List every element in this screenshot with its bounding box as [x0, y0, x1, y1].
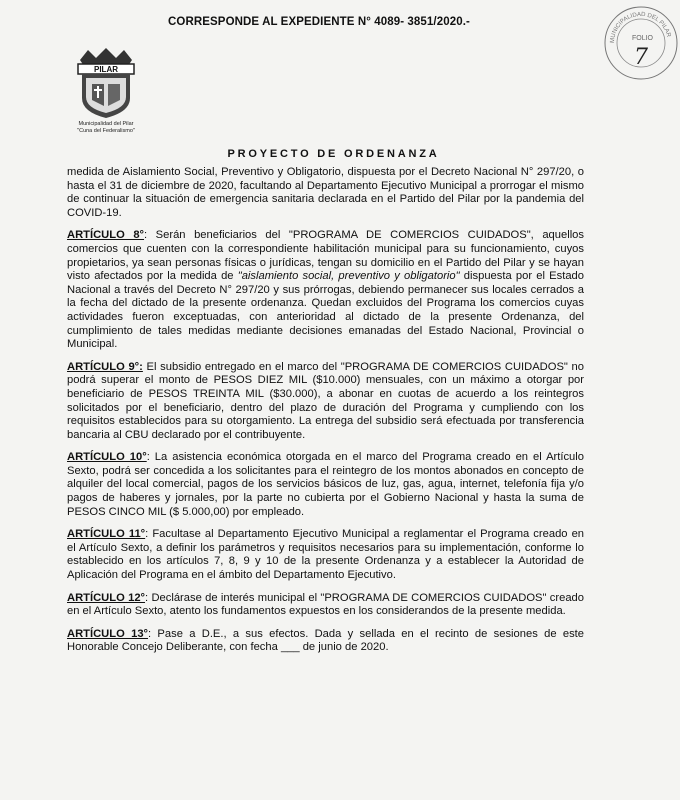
article-10-text: : La asistencia económica otorgada en el marco del Programa creado en el Artículo Sexto, podrá ser concedida a los solicitantes para el reintegro de los montos abonados en concepto de alquiler del local comercial, pagos de los servicios básicos de luz, gas, agua, internet, telefonía fija y/o pagos de haberes y jornales, por la parte no cubierta por el Gobierno Nacional y hasta la suma de PESOS CINCO MIL ($ 5.000,00) por empleado. [67, 451, 584, 518]
article-13 [67, 628, 584, 655]
logo-caption-municipality: Municipalidad del Pilar [78, 121, 134, 127]
article-12-label: ARTÍCULO 12° [67, 591, 146, 604]
article-11-text: : Facultase al Departamento Ejecutivo Municipal a reglamentar el Programa creado en el Artículo Sexto, a definir los parámetros y requisitos necesarios para su implementación, conforme lo establecido en los artículos 7, 8, 9 y 10 de la presente Ordenanza y a establecer la Autoridad de Aplicación del Programa en el ámbito del Departamento Ejecutivo. [67, 528, 585, 582]
article-10 [67, 451, 584, 519]
article-9-text: El subsidio entregado en el marco del "PROGRAMA DE COMERCIOS CUIDADOS" no podrá superar el monto de PESOS DIEZ MIL ($10.000) mensuales, con un máximo a otorgar por beneficiario de PESOS TREINTA MIL ($30.000), a abonar en cuotas de acuerdo a los reintegros solicitados por el beneficiario, dentro del plazo de duración del Programa y cumpliendo con los requisitos establecidos para su otorgamiento. La entrega del subsidio será efectuada por transferencia bancaria al CBU declarado por el contribuyente. [67, 360, 585, 441]
article-8-text-b: dispuesta por el Estado Nacional a través del Decreto N° 297/20 y sus prórrogas, debiendo permanecer sus locales cerrados a la fecha del dictado de la presente ordenanza. Quedan excluidos del Programa los comercios cuyas actividades fueron exceptuadas, con anterioridad al dictado de la presente Ordenanza, del cumplimiento de tales medidas mediante decisiones emanadas del Estado Nacional, Provincial o Municipal. [67, 270, 585, 351]
article-11 [67, 528, 584, 582]
document-body [67, 166, 584, 664]
article-13-label: ARTÍCULO 13° [67, 627, 149, 640]
intro-paragraph: medida de Aislamiento Social, Preventivo y Obligatorio, dispuesta por el Decreto Nacional N° 297/20, o hasta el 31 de diciembre de 2020, facultando al Departamento Ejecutivo Municipal a prorrogar el mismo de continuar la situación de emergencia sanitaria declarada en el Partido del Pilar por la pandemia del COVID-19. [67, 166, 584, 219]
article-8-italic: "aislamiento social, preventivo y obligatorio" [237, 270, 460, 283]
article-10-label: ARTÍCULO 10° [67, 451, 147, 464]
article-9 [67, 361, 584, 443]
municipality-shield-icon [72, 48, 140, 118]
folio-stamp [602, 4, 680, 82]
article-9-label: ARTÍCULO 9°: [67, 360, 143, 373]
article-8-label: ARTÍCULO 8° [67, 229, 145, 242]
stamp-ring-text: MUNICIPALIDAD DEL PILAR [609, 11, 672, 44]
logo-banner-text: PILAR [94, 65, 118, 74]
article-13-text: : Pase a D.E., a sus efectos. Dada y sellada en el recinto de sesiones de este Honorable Concejo Deliberante, con fecha ___ de junio de 2020. [67, 627, 584, 654]
article-12 [67, 592, 584, 619]
folio-label: FOLIO [632, 35, 654, 42]
folio-number: 7 [634, 45, 648, 70]
article-12-text: : Declárase de interés municipal el "PROGRAMA DE COMERCIOS CUIDADOS" creado en el Artículo Sexto, atento los fundamentos expuestos en los considerandos de la presente medida. [67, 591, 584, 618]
article-8-text-a: : Serán beneficiarios del "PROGRAMA DE COMERCIOS CUIDADOS", aquellos comercios que cuenten con la correspondiente habilitación municipal para su funcionamiento, cuyos propietarios, ya sean personas físicas o jurídicas, tengan su domicilio en el Partido del Pilar y se hayan visto afectados por la medida de [67, 229, 584, 283]
article-11-label: ARTÍCULO 11° [67, 528, 146, 541]
article-8 [67, 229, 584, 351]
folio-stamp-icon [602, 4, 680, 82]
expediente-header: CORRESPONDE AL EXPEDIENTE N° 4089- 3851/2020.- [168, 16, 470, 28]
document-title: PROYECTO DE ORDENANZA [227, 148, 440, 160]
logo-caption-motto: "Cuna del Federalismo" [77, 127, 135, 134]
municipal-logo [66, 48, 146, 134]
